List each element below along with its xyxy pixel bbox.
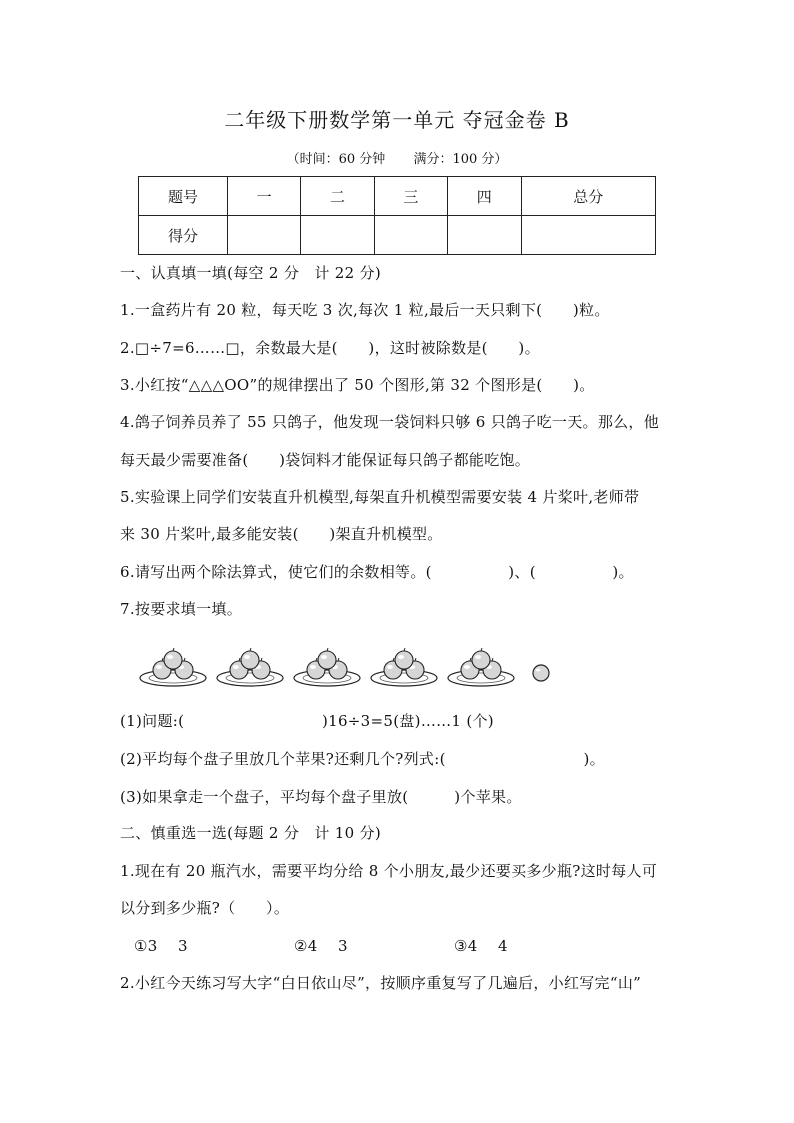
question-1-7-3: (3)如果拿走一个盘子，平均每个盘子里放( )个苹果。 <box>120 788 522 806</box>
page-title: 二年级下册数学第一单元 夺冠金卷 B <box>224 108 570 132</box>
question-1-1: 1.一盒药片有 20 粒，每天吃 3 次,每次 1 粒,最后一天只剩下( )粒。 <box>120 301 610 319</box>
score-table-header-cell: 二 <box>301 177 374 216</box>
question-1-3: 3.小红按“△△△OO”的规律摆出了 50 个图形,第 32 个图形是( )。 <box>120 376 595 394</box>
plate-with-apples <box>446 640 516 692</box>
score-table-header-cell: 总分 <box>521 177 656 216</box>
score-table-header-cell: 三 <box>374 177 447 216</box>
question-1-4-line2: 每天最少需要准备( )袋饲料才能保证每只鸽子都能吃饱。 <box>120 451 531 469</box>
score-table-header-row <box>139 177 656 216</box>
question-2-1-line2: 以分到多少瓶?（ ）。 <box>120 899 290 917</box>
score-cell[interactable] <box>521 216 656 255</box>
option-2[interactable]: ②4 3 <box>294 937 348 955</box>
question-1-5-line1: 5.实验课上同学们安装直升机模型,每架直升机模型需要安装 4 片桨叶,老师带 <box>120 488 640 506</box>
score-table-header-cell: 题号 <box>139 177 228 216</box>
question-2-1-line1: 1.现在有 20 瓶汽水，需要平均分给 8 个小朋友,最少还要买多少瓶?这时每人可 <box>120 862 658 880</box>
plate-with-apples <box>369 640 439 692</box>
option-1[interactable]: ①3 3 <box>134 937 188 955</box>
question-1-6: 6.请写出两个除法算式，使它们的余数相等。( )、( )。 <box>120 563 634 581</box>
plate-with-apples <box>138 640 208 692</box>
question-1-7-1: (1)问题:( )16÷3=5(盘)……1 (个) <box>120 712 494 730</box>
score-cell[interactable] <box>374 216 447 255</box>
question-2-2: 2.小红今天练习写大字“白日依山尽”，按顺序重复写了几遍后，小红写完“山” <box>120 974 642 992</box>
section2-heading: 二、慎重选一选(每题 2 分 计 10 分) <box>120 824 382 842</box>
score-table-score-row <box>139 216 656 255</box>
option-3[interactable]: ③4 4 <box>454 937 508 955</box>
score-cell[interactable] <box>228 216 301 255</box>
plate-with-apples <box>292 640 362 692</box>
time-limit: （时间：60 分钟 <box>286 152 386 167</box>
score-cell[interactable] <box>448 216 521 255</box>
question-1-5-line2: 来 30 片桨叶,最多能安装( )架直升机模型。 <box>120 525 443 543</box>
score-table <box>138 176 656 255</box>
question-1-7: 7.按要求填一填。 <box>120 600 243 618</box>
score-table-header-cell: 四 <box>448 177 521 216</box>
apple-plates-figure <box>138 640 578 692</box>
question-1-4-line1: 4.鸽子饲养员养了 55 只鸽子，他发现一袋饲料只够 6 只鸽子吃一天。那么，他 <box>120 413 660 431</box>
score-row-label: 得分 <box>139 216 228 255</box>
exam-info <box>0 148 794 167</box>
apple-icon <box>531 663 551 683</box>
score-cell[interactable] <box>301 216 374 255</box>
plate-with-apples <box>215 640 285 692</box>
score-table-header-cell: 一 <box>228 177 301 216</box>
full-score: 满分：100 分） <box>413 152 508 167</box>
section1-heading: 一、认真填一填(每空 2 分 计 22 分) <box>120 264 382 282</box>
question-2-1-options <box>134 935 508 956</box>
question-1-2: 2.□÷7=6……□，余数最大是( )，这时被除数是( )。 <box>120 339 540 357</box>
question-1-7-2: (2)平均每个盘子里放几个苹果?还剩几个?列式:( )。 <box>120 750 605 768</box>
